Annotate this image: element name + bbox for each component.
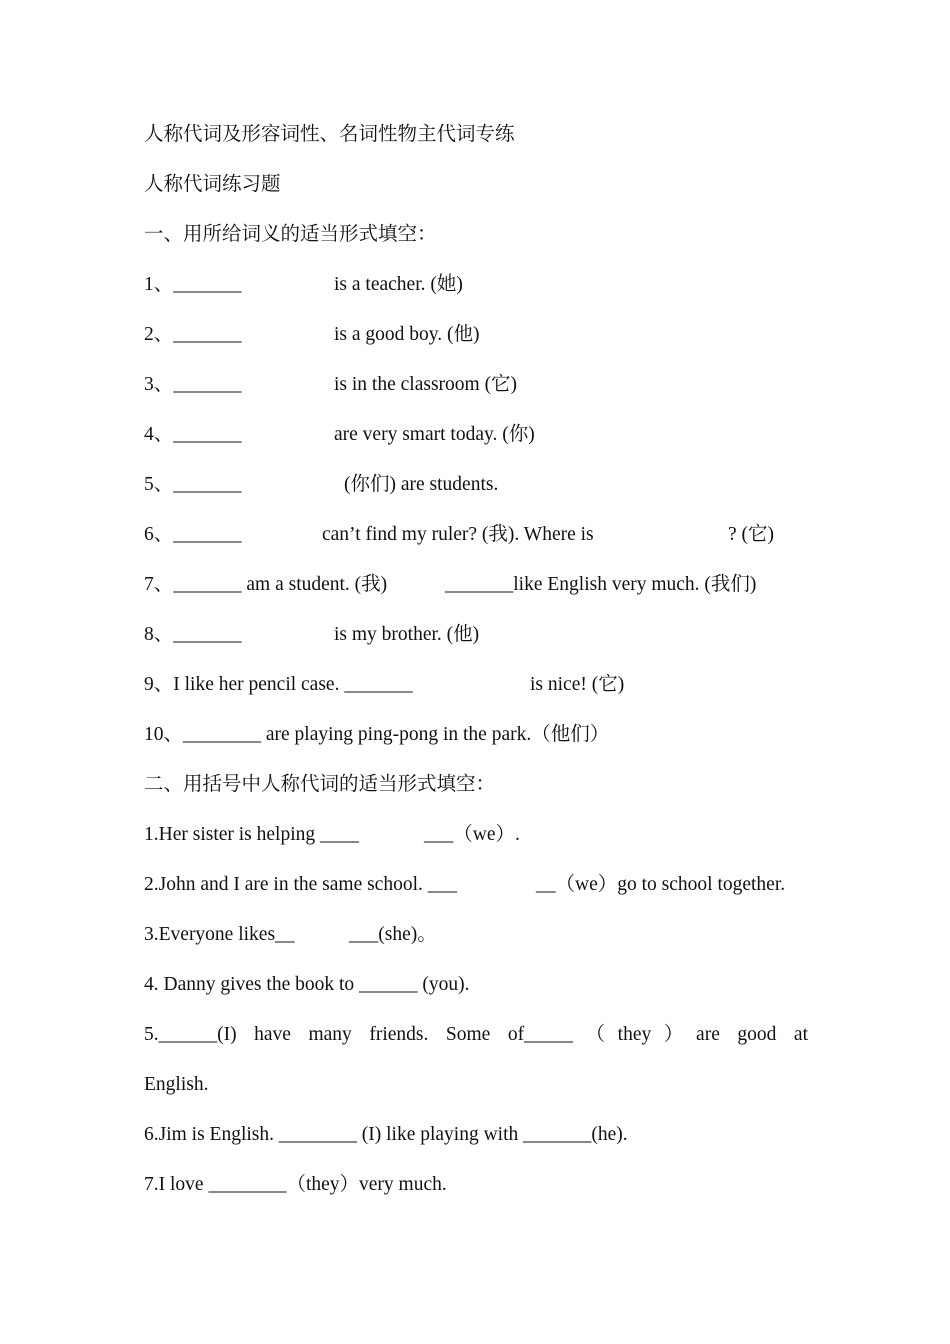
item-sentence: 7、_______ am a student. (我) — [144, 574, 388, 595]
item-number-blank: 4、_______ — [144, 424, 242, 445]
item-sentence: is a good boy. (他) — [334, 324, 480, 345]
item-sentence: is my brother. (他) — [334, 624, 480, 645]
item-number-blank: 5、_______ — [144, 474, 242, 495]
exercise-2-item: 5.______(I) have many friends. Some of_____（they）are good at — [144, 1024, 808, 1045]
item-sentence-end: ? (它) — [728, 524, 775, 545]
item-sentence: 10、________ are playing ping-pong in the park.（他们） — [144, 724, 610, 745]
item-number-blank: 2、_______ — [144, 324, 242, 345]
exercise-2-item-continuation: English. — [144, 1074, 209, 1095]
item-sentence-end: ___（we）. — [424, 824, 520, 845]
item-number-blank: 3、_______ — [144, 374, 242, 395]
section-2-heading: 二、用括号中人称代词的适当形式填空： — [144, 774, 496, 795]
item-number-blank: 6、_______ — [144, 524, 242, 545]
item-sentence: 2.John and I are in the same school. ___ — [144, 874, 458, 895]
item-sentence: are very smart today. (你) — [334, 424, 535, 445]
item-sentence-end: is nice! (它) — [530, 674, 625, 695]
item-sentence-end: __（we）go to school together. — [536, 874, 786, 895]
item-sentence: (你们) are students. — [344, 474, 499, 495]
item-number-blank: 1、_______ — [144, 274, 242, 295]
item-sentence: is a teacher. (她) — [334, 274, 463, 295]
page-subtitle: 人称代词练习题 — [144, 174, 281, 195]
item-sentence-second: _______like English very much. (我们) — [445, 574, 757, 595]
exercise-2-item: 4. Danny gives the book to ______ (you). — [144, 974, 470, 995]
item-sentence: 1.Her sister is helping ____ — [144, 824, 360, 845]
exercise-2-item: 6.Jim is English. ________ (I) like playing with _______(he). — [144, 1124, 628, 1145]
page-title: 人称代词及形容词性、名词性物主代词专练 — [144, 124, 515, 145]
item-sentence-end: ___(she)。 — [349, 924, 437, 945]
exercise-2-item: 7.I love ________（they）very much. — [144, 1174, 447, 1195]
section-1-heading: 一、用所给词义的适当形式填空： — [144, 224, 437, 245]
item-number-blank: 8、_______ — [144, 624, 242, 645]
item-sentence: 9、I like her pencil case. _______ — [144, 674, 413, 695]
item-sentence: is in the classroom (它) — [334, 374, 518, 395]
item-sentence: 3.Everyone likes__ — [144, 924, 295, 945]
item-sentence: can’t find my ruler? (我). Where is — [322, 524, 594, 545]
